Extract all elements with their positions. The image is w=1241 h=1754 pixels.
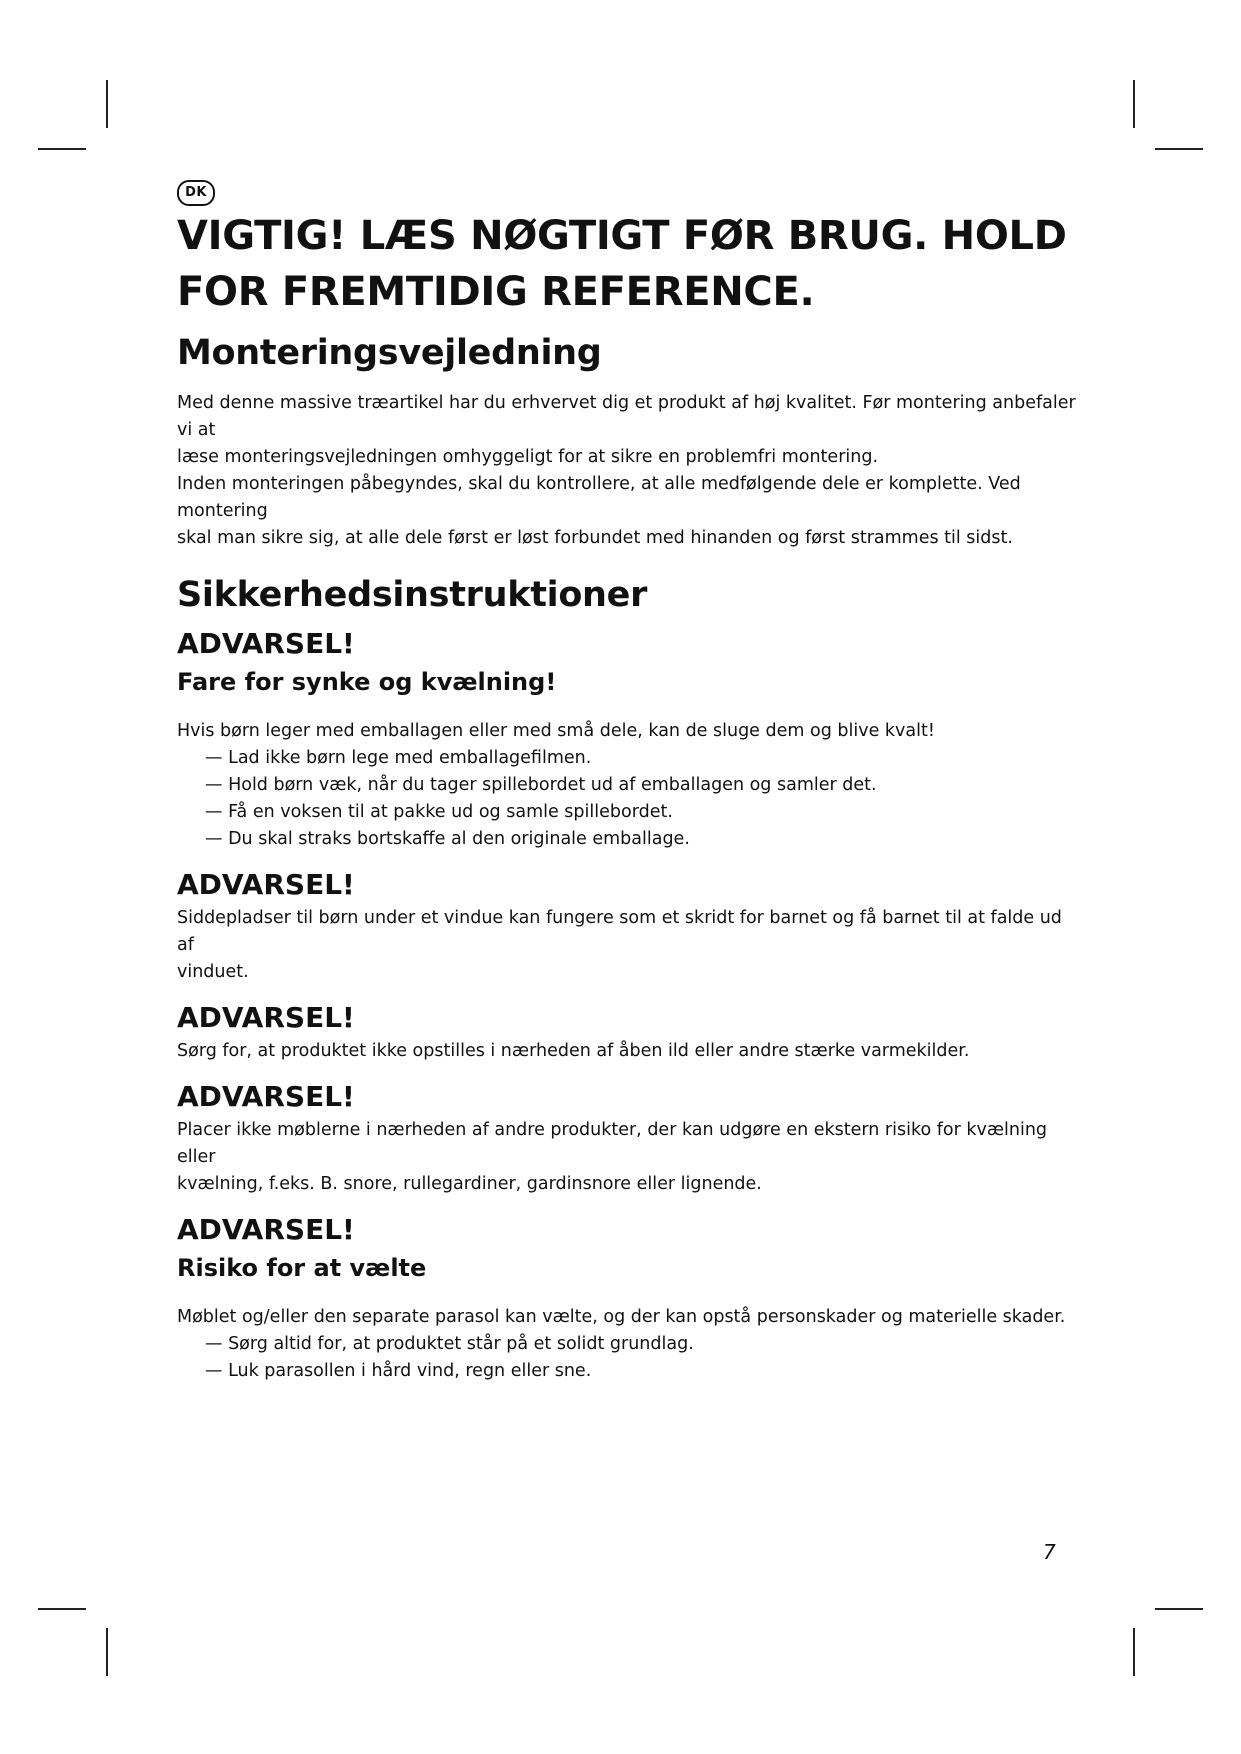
warning-title: ADVARSEL! bbox=[177, 627, 355, 660]
assembly-intro bbox=[177, 390, 1077, 552]
warning-cords bbox=[177, 1077, 1077, 1198]
title-line: VIGTIG! LÆS NØGTIGT FØR BRUG. HOLD bbox=[177, 213, 1067, 259]
crop-mark-bottom-left-vertical bbox=[106, 1628, 108, 1676]
crop-mark-top-right-horizontal bbox=[1155, 148, 1203, 150]
list-item: — Lad ikke børn lege med emballagefilmen. bbox=[205, 745, 1077, 772]
text-line: skal man sikre sig, at alle dele først er løst forbundet med hinanden og først strammes til sidst. bbox=[177, 528, 1013, 548]
warning-intro: Møblet og/eller den separate parasol kan vælte, og der kan opstå personskader og materielle skader. bbox=[177, 1307, 1066, 1327]
warning-subtitle: Risiko for at vælte bbox=[177, 1254, 427, 1282]
warning-choking bbox=[177, 624, 1077, 853]
warning-subtitle: Fare for synke og kvælning! bbox=[177, 668, 557, 696]
text-line: vinduet. bbox=[177, 962, 249, 982]
language-badge-icon: DK bbox=[177, 180, 215, 206]
crop-mark-top-left-vertical bbox=[106, 80, 108, 128]
page-content bbox=[177, 180, 1077, 1385]
warning-title: ADVARSEL! bbox=[177, 1080, 355, 1113]
crop-mark-top-left-horizontal bbox=[38, 148, 86, 150]
text-line: Inden monteringen påbegyndes, skal du kontrollere, at alle medfølgende dele er komplette. Ved montering bbox=[177, 474, 1021, 521]
warning-list bbox=[177, 1331, 1077, 1385]
list-item: — Du skal straks bortskaffe al den originale emballage. bbox=[205, 826, 1077, 853]
warning-fire bbox=[177, 998, 1077, 1065]
warning-window bbox=[177, 865, 1077, 986]
text-line: Sørg for, at produktet ikke opstilles i nærheden af åben ild eller andre stærke varmekilder. bbox=[177, 1041, 970, 1061]
page-title bbox=[177, 208, 1077, 320]
list-item: — Sørg altid for, at produktet står på et solidt grundlag. bbox=[205, 1331, 1077, 1358]
warning-title: ADVARSEL! bbox=[177, 868, 355, 901]
page-number: 7 bbox=[1043, 1540, 1056, 1564]
warning-tipping bbox=[177, 1210, 1077, 1385]
text-line: Siddepladser til børn under et vindue kan fungere som et skridt for barnet og få barnet til at falde ud af bbox=[177, 908, 1062, 955]
crop-mark-top-right-vertical bbox=[1133, 80, 1135, 128]
crop-mark-bottom-left-horizontal bbox=[38, 1608, 86, 1610]
warning-intro: Hvis børn leger med emballagen eller med små dele, kan de sluge dem og blive kvalt! bbox=[177, 721, 935, 741]
title-line: FOR FREMTIDIG REFERENCE. bbox=[177, 269, 815, 315]
list-item: — Hold børn væk, når du tager spillebordet ud af emballagen og samler det. bbox=[205, 772, 1077, 799]
safety-heading: Sikkerhedsinstruktioner bbox=[177, 575, 648, 615]
list-item: — Få en voksen til at pakke ud og samle spillebordet. bbox=[205, 799, 1077, 826]
text-line: læse monteringsvejledningen omhyggeligt for at sikre en problemfri montering. bbox=[177, 447, 879, 467]
warning-title: ADVARSEL! bbox=[177, 1213, 355, 1246]
list-item: — Luk parasollen i hård vind, regn eller sne. bbox=[205, 1358, 1077, 1385]
text-line: Placer ikke møblerne i nærheden af andre produkter, der kan udgøre en ekstern risiko for kvælning eller bbox=[177, 1120, 1048, 1167]
crop-mark-bottom-right-vertical bbox=[1133, 1628, 1135, 1676]
crop-mark-bottom-right-horizontal bbox=[1155, 1608, 1203, 1610]
text-line: Med denne massive træartikel har du erhvervet dig et produkt af høj kvalitet. Før montering anbefaler vi at bbox=[177, 393, 1076, 440]
text-line: kvælning, f.eks. B. snore, rullegardiner, gardinsnore eller lignende. bbox=[177, 1174, 762, 1194]
warning-title: ADVARSEL! bbox=[177, 1001, 355, 1034]
warning-list bbox=[177, 745, 1077, 853]
assembly-heading: Monteringsvejledning bbox=[177, 333, 602, 373]
